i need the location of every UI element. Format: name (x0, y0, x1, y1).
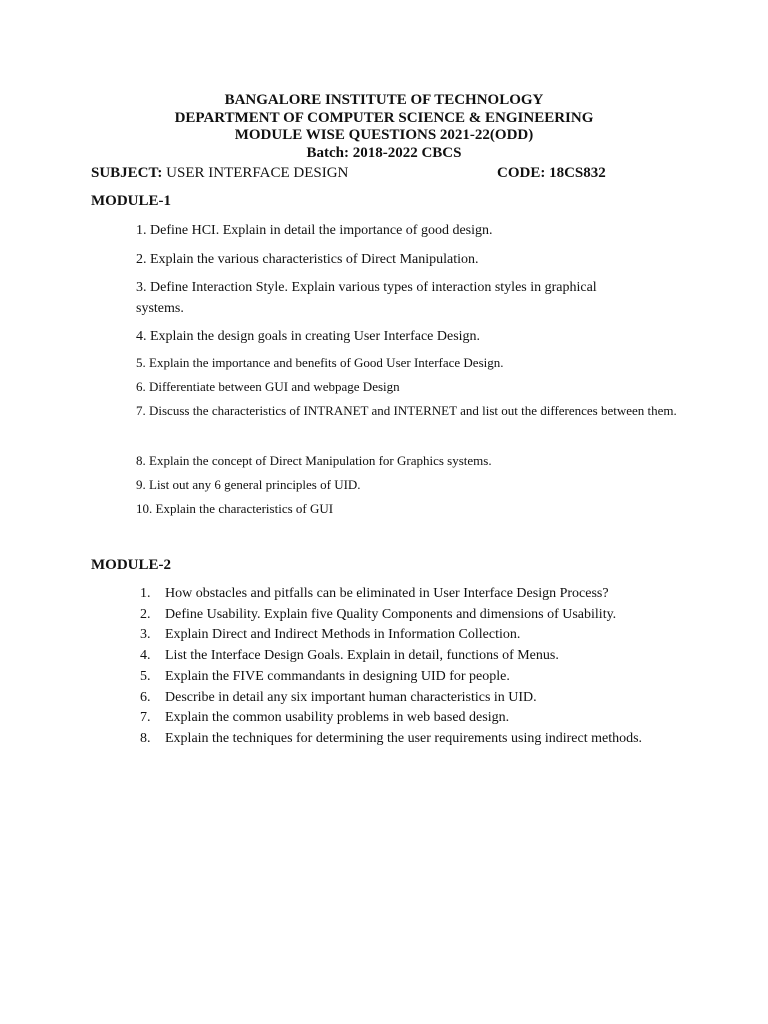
module-1-question: 5. Explain the importance and benefits of Good User Interface Design. (136, 355, 504, 370)
subject-label: SUBJECT: (91, 165, 163, 181)
document-title: MODULE WISE QUESTIONS 2021-22(ODD) (234, 127, 534, 143)
module-1-question: 10. Explain the characteristics of GUI (136, 501, 334, 516)
module-1-question: 6. Differentiate between GUI and webpage Design (136, 379, 400, 394)
institute-name: BANGALORE INSTITUTE OF TECHNOLOGY (224, 92, 544, 108)
question-number: 1. (140, 586, 151, 601)
module-2-question (140, 605, 660, 626)
module-2-question (140, 584, 660, 605)
department-name: DEPARTMENT OF COMPUTER SCIENCE & ENGINEERING (174, 109, 594, 126)
question-number: 8. (140, 730, 151, 746)
question-text: Explain the common usability problems in web based design. (165, 710, 510, 726)
question-text: Explain Direct and Indirect Methods in Information Collection. (165, 627, 521, 643)
module-2-heading: MODULE-2 (91, 557, 171, 573)
module-1-question: 2. Explain the various characteristics of Direct Manipulation. (136, 252, 479, 267)
question-number: 7. (140, 710, 151, 726)
subject-line (91, 165, 348, 182)
subject-name: USER INTERFACE DESIGN (166, 165, 349, 181)
subject-row (91, 165, 691, 183)
document-header (0, 92, 768, 162)
question-number: 3. (140, 627, 151, 643)
question-number: 6. (140, 689, 151, 705)
subject-code: CODE: 18CS832 (497, 165, 606, 181)
module-1-question: 3. Define Interaction Style. Explain various types of interaction styles in graphical systems. (136, 280, 597, 316)
question-text: How obstacles and pitfalls can be eliminated in User Interface Design Process? (165, 586, 609, 601)
question-number: 5. (140, 668, 151, 684)
question-text: Define Usability. Explain five Quality Components and dimensions of Usability. (165, 606, 617, 622)
module-1-question: 1. Define HCI. Explain in detail the importance of good design. (136, 223, 493, 238)
module-1-question: 7. Discuss the characteristics of INTRANET and INTERNET and list out the differences between them. (136, 403, 677, 418)
module-1-heading: MODULE-1 (91, 193, 171, 209)
module-2-question (140, 708, 660, 729)
question-text: Explain the techniques for determining the user requirements using indirect methods. (165, 730, 643, 746)
module-1-question: 8. Explain the concept of Direct Manipulation for Graphics systems. (136, 453, 492, 468)
question-text: Explain the FIVE commandants in designing UID for people. (165, 668, 510, 684)
module-2-question (140, 667, 660, 688)
question-text: Describe in detail any six important human characteristics in UID. (165, 689, 537, 705)
module-1-question: 4. Explain the design goals in creating User Interface Design. (136, 329, 481, 344)
module-2-question (140, 646, 660, 667)
module-2-question (140, 625, 660, 646)
module-1-question: 9. List out any 6 general principles of UID. (136, 477, 361, 492)
question-number: 2. (140, 606, 151, 622)
module-2-question (140, 729, 660, 750)
question-text: List the Interface Design Goals. Explain in detail, functions of Menus. (165, 648, 559, 664)
question-number: 4. (140, 648, 151, 664)
module-2-question-list (140, 584, 660, 750)
batch-line: Batch: 2018-2022 CBCS (306, 144, 462, 161)
module-2-question (140, 688, 660, 709)
